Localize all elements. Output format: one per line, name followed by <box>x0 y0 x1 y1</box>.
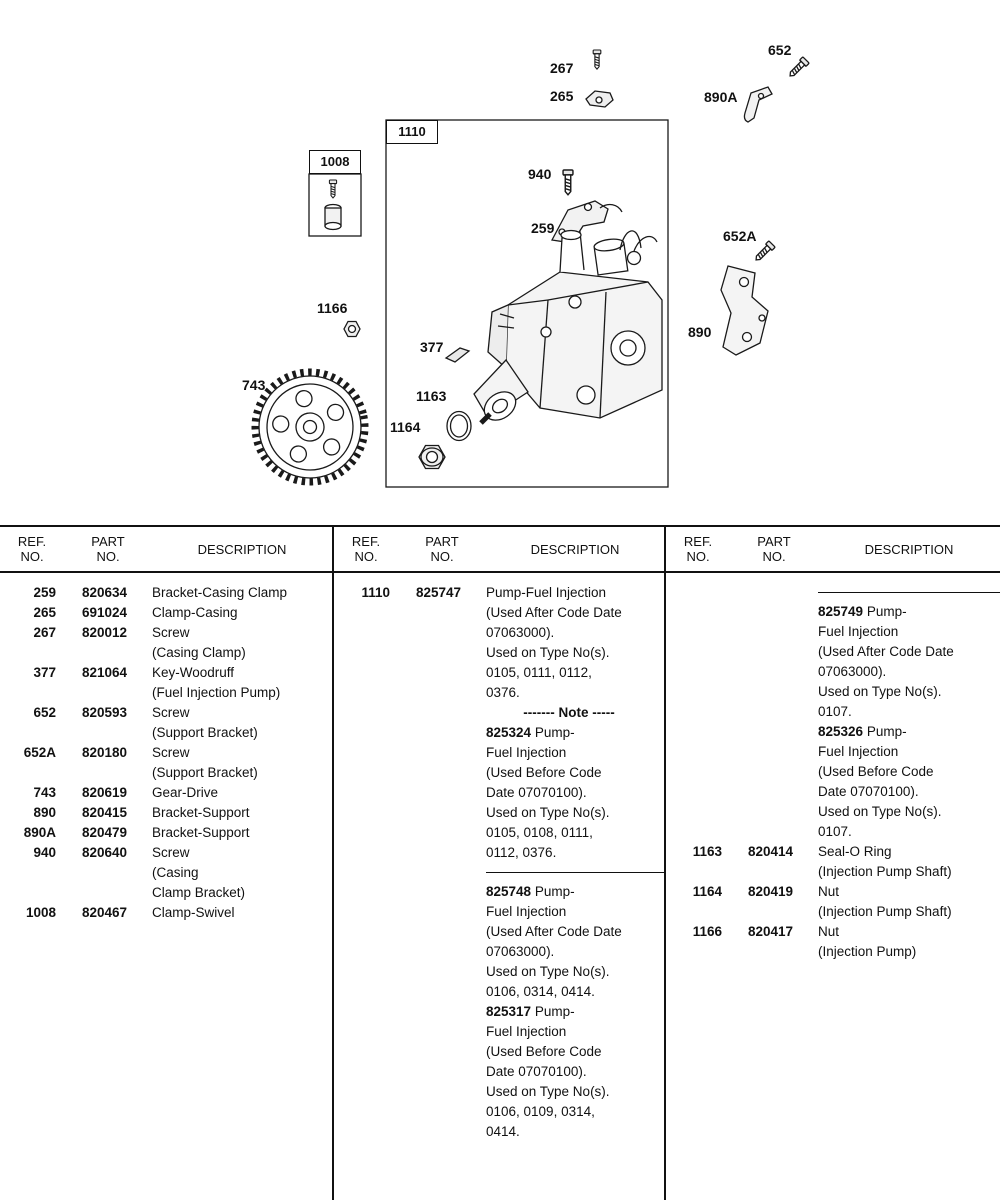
description-line: Used on Type No(s). <box>818 804 942 819</box>
table-body <box>0 573 332 923</box>
description-line: 825326 Pump- <box>818 724 907 739</box>
divider-line <box>818 592 1000 593</box>
description-cell <box>144 743 332 783</box>
description-line: (Used After Code Date <box>486 924 622 939</box>
description-cell <box>144 603 332 623</box>
table-row <box>0 703 332 743</box>
description-line: (Used Before Code <box>486 765 602 780</box>
description-line: Date 07070100). <box>486 1064 587 1079</box>
part-no-cell: 820467 <box>82 905 128 920</box>
description-line: 825749 Pump- <box>818 604 907 619</box>
part-no-cell: 691024 <box>82 605 128 620</box>
table-row <box>0 803 332 823</box>
description-cell <box>144 663 332 703</box>
table-row <box>0 623 332 663</box>
callout-label-265: 265 <box>550 88 574 104</box>
description-cell <box>144 843 332 903</box>
description-line: Nut <box>818 884 840 899</box>
part-no-header: PART NO. <box>425 534 459 564</box>
part-no-cell: 825747 <box>416 585 462 600</box>
part-no-cell: 820417 <box>748 924 794 939</box>
description-line: Used on Type No(s). <box>486 1084 610 1099</box>
description-line: Screw <box>152 745 190 760</box>
table-row <box>666 842 1000 882</box>
description-cell <box>810 922 1000 962</box>
description-line: Screw <box>152 845 190 860</box>
callout-label-1163: 1163 <box>416 388 447 404</box>
description-line: 825317 Pump- <box>486 1004 575 1019</box>
ref-no-cell: 940 <box>33 845 56 860</box>
description-cell <box>810 842 1000 882</box>
part-no-cell: 820593 <box>82 705 128 720</box>
table-header <box>666 527 1000 573</box>
description-line: 0107. <box>818 704 852 719</box>
ref-no-cell: 1008 <box>25 905 56 920</box>
callout-layer <box>0 0 1000 525</box>
description-line: Clamp-Swivel <box>152 905 235 920</box>
callout-label-267: 267 <box>550 60 574 76</box>
description-line: (Fuel Injection Pump) <box>152 685 281 700</box>
ref-no-cell <box>334 882 390 1142</box>
ref-no-header: REF. NO. <box>351 534 381 564</box>
ref-no-cell: 1164 <box>692 884 722 899</box>
description-line: 0112, 0376. <box>486 845 557 860</box>
description-line: 0106, 0109, 0314, <box>486 1104 595 1119</box>
description-line: Fuel Injection <box>486 904 567 919</box>
callout-label-890: 890 <box>688 324 712 340</box>
table-body <box>334 573 664 1142</box>
table-column-1 <box>0 527 334 1200</box>
divider-line <box>486 872 664 873</box>
table-row <box>0 663 332 703</box>
part-no-cell: 820012 <box>82 625 128 640</box>
part-no-cell: 820414 <box>748 844 794 859</box>
description-line: 0107. <box>818 824 852 839</box>
description-divider <box>334 863 664 882</box>
callout-label-377: 377 <box>420 339 444 355</box>
ref-no-cell: 377 <box>33 665 56 680</box>
table-row <box>0 783 332 803</box>
description-line: Used on Type No(s). <box>486 805 610 820</box>
description-line: (Injection Pump Shaft) <box>818 864 952 879</box>
ref-no-cell: 1163 <box>692 844 722 859</box>
description-cell <box>144 623 332 663</box>
description-header: DESCRIPTION <box>530 541 620 557</box>
description-line: (Used Before Code <box>486 1044 602 1059</box>
description-header: DESCRIPTION <box>197 541 287 557</box>
table-row <box>0 903 332 923</box>
description-line: Screw <box>152 705 190 720</box>
part-no-cell: 821064 <box>82 665 128 680</box>
description-line: (Used After Code Date <box>486 605 622 620</box>
part-no-cell: 820415 <box>82 805 128 820</box>
description-line: (Used Before Code <box>818 764 934 779</box>
description-line: Nut <box>818 924 840 939</box>
part-no-cell <box>748 602 810 842</box>
part-no-cell <box>416 882 478 1142</box>
callout-label-890A: 890A <box>704 89 738 105</box>
description-line: Bracket-Support <box>152 825 250 840</box>
ref-no-header: REF. NO. <box>683 534 713 564</box>
ref-no-cell: 267 <box>33 625 56 640</box>
description-line: 825324 Pump- <box>486 725 575 740</box>
table-row <box>0 603 332 623</box>
description-cell <box>144 823 332 843</box>
description-line: Used on Type No(s). <box>486 964 610 979</box>
ref-no-cell: 259 <box>33 585 56 600</box>
ref-no-cell: 890A <box>23 825 56 840</box>
part-no-cell: 820180 <box>82 745 128 760</box>
table-row <box>666 882 1000 922</box>
description-line: Key-Woodruff <box>152 665 235 680</box>
table-row <box>0 583 332 603</box>
description-line: (Support Bracket) <box>152 765 258 780</box>
description-line: Fuel Injection <box>486 745 567 760</box>
note-row <box>334 703 664 723</box>
description-line: Date 07070100). <box>486 785 587 800</box>
description-line: Fuel Injection <box>818 624 899 639</box>
description-line: 0105, 0111, 0112, <box>486 665 592 680</box>
description-line: Gear-Drive <box>152 785 219 800</box>
ref-no-cell <box>334 723 390 863</box>
callout-label-259: 259 <box>531 220 555 236</box>
callout-label-1164: 1164 <box>390 419 421 435</box>
part-no-header: PART NO. <box>757 534 791 564</box>
part-no-cell: 820419 <box>748 884 794 899</box>
description-line: (Casing Clamp) <box>152 645 246 660</box>
description-line: Fuel Injection <box>486 1024 567 1039</box>
table-row <box>666 602 1000 842</box>
part-no-cell: 820640 <box>82 845 128 860</box>
callout-label-940: 940 <box>528 166 552 182</box>
description-line: Screw <box>152 625 190 640</box>
description-line: 07063000). <box>486 625 555 640</box>
description-line: Used on Type No(s). <box>818 684 942 699</box>
description-line: Bracket-Support <box>152 805 250 820</box>
callout-label-743: 743 <box>242 377 266 393</box>
description-line: 07063000). <box>818 664 887 679</box>
ref-no-cell <box>666 602 722 842</box>
description-line: Pump-Fuel Injection <box>486 585 607 600</box>
table-row <box>0 843 332 903</box>
table-row <box>334 882 664 1142</box>
parts-diagram <box>0 0 1000 525</box>
callout-label-652: 652 <box>768 42 792 58</box>
description-cell <box>144 803 332 823</box>
table-header <box>0 527 332 573</box>
parts-table <box>0 525 1000 1200</box>
description-line: Used on Type No(s). <box>486 645 610 660</box>
description-line: Bracket-Casing Clamp <box>152 585 288 600</box>
description-line: (Injection Pump Shaft) <box>818 904 952 919</box>
part-no-cell: 820619 <box>82 785 128 800</box>
ref-no-header: REF. NO. <box>17 534 47 564</box>
description-cell <box>144 583 332 603</box>
part-no-header: PART NO. <box>91 534 125 564</box>
note-text: ------- Note ----- <box>523 705 615 720</box>
description-divider <box>666 583 1000 602</box>
description-header: DESCRIPTION <box>864 541 954 557</box>
description-cell <box>478 583 664 703</box>
description-line: 0105, 0108, 0111, <box>486 825 593 840</box>
description-cell <box>144 783 332 803</box>
description-line: 0376. <box>486 685 520 700</box>
description-cell <box>478 723 664 863</box>
table-row <box>0 823 332 843</box>
ref-no-cell: 890 <box>33 805 56 820</box>
description-cell <box>810 882 1000 922</box>
description-line: Clamp-Casing <box>152 605 238 620</box>
table-row <box>666 922 1000 962</box>
table-row <box>0 743 332 783</box>
ref-no-cell: 652A <box>23 745 56 760</box>
description-cell <box>144 903 332 923</box>
ref-no-cell: 1110 <box>361 585 390 600</box>
callout-label-1166: 1166 <box>317 300 348 316</box>
description-line: (Injection Pump) <box>818 944 917 959</box>
description-line: 07063000). <box>486 944 555 959</box>
description-cell <box>478 882 664 1142</box>
description-line: (Used After Code Date <box>818 644 954 659</box>
callout-label-1110: 1110 <box>386 120 438 144</box>
description-line: Fuel Injection <box>818 744 899 759</box>
part-no-cell: 820634 <box>82 585 128 600</box>
description-cell <box>810 602 1000 842</box>
table-column-3 <box>666 527 1000 1200</box>
part-no-cell <box>416 723 478 863</box>
table-header <box>334 527 664 573</box>
description-line: 825748 Pump- <box>486 884 575 899</box>
part-no-cell: 820479 <box>82 825 128 840</box>
description-line: 0106, 0314, 0414. <box>486 984 595 999</box>
table-row <box>334 723 664 863</box>
description-line: Date 07070100). <box>818 784 919 799</box>
description-line: Seal-O Ring <box>818 844 892 859</box>
description-line: (Support Bracket) <box>152 725 258 740</box>
callout-label-652A: 652A <box>723 228 757 244</box>
table-body <box>666 573 1000 962</box>
description-line: Clamp Bracket) <box>152 885 246 900</box>
description-line: (Casing <box>152 865 199 880</box>
ref-no-cell: 1166 <box>692 924 722 939</box>
ref-no-cell: 652 <box>33 705 56 720</box>
description-line: 0414. <box>486 1124 520 1139</box>
ref-no-cell: 265 <box>33 605 56 620</box>
callout-label-1008: 1008 <box>309 150 361 174</box>
table-column-2 <box>334 527 666 1200</box>
table-row <box>334 583 664 703</box>
ref-no-cell: 743 <box>33 785 56 800</box>
description-cell <box>144 703 332 743</box>
